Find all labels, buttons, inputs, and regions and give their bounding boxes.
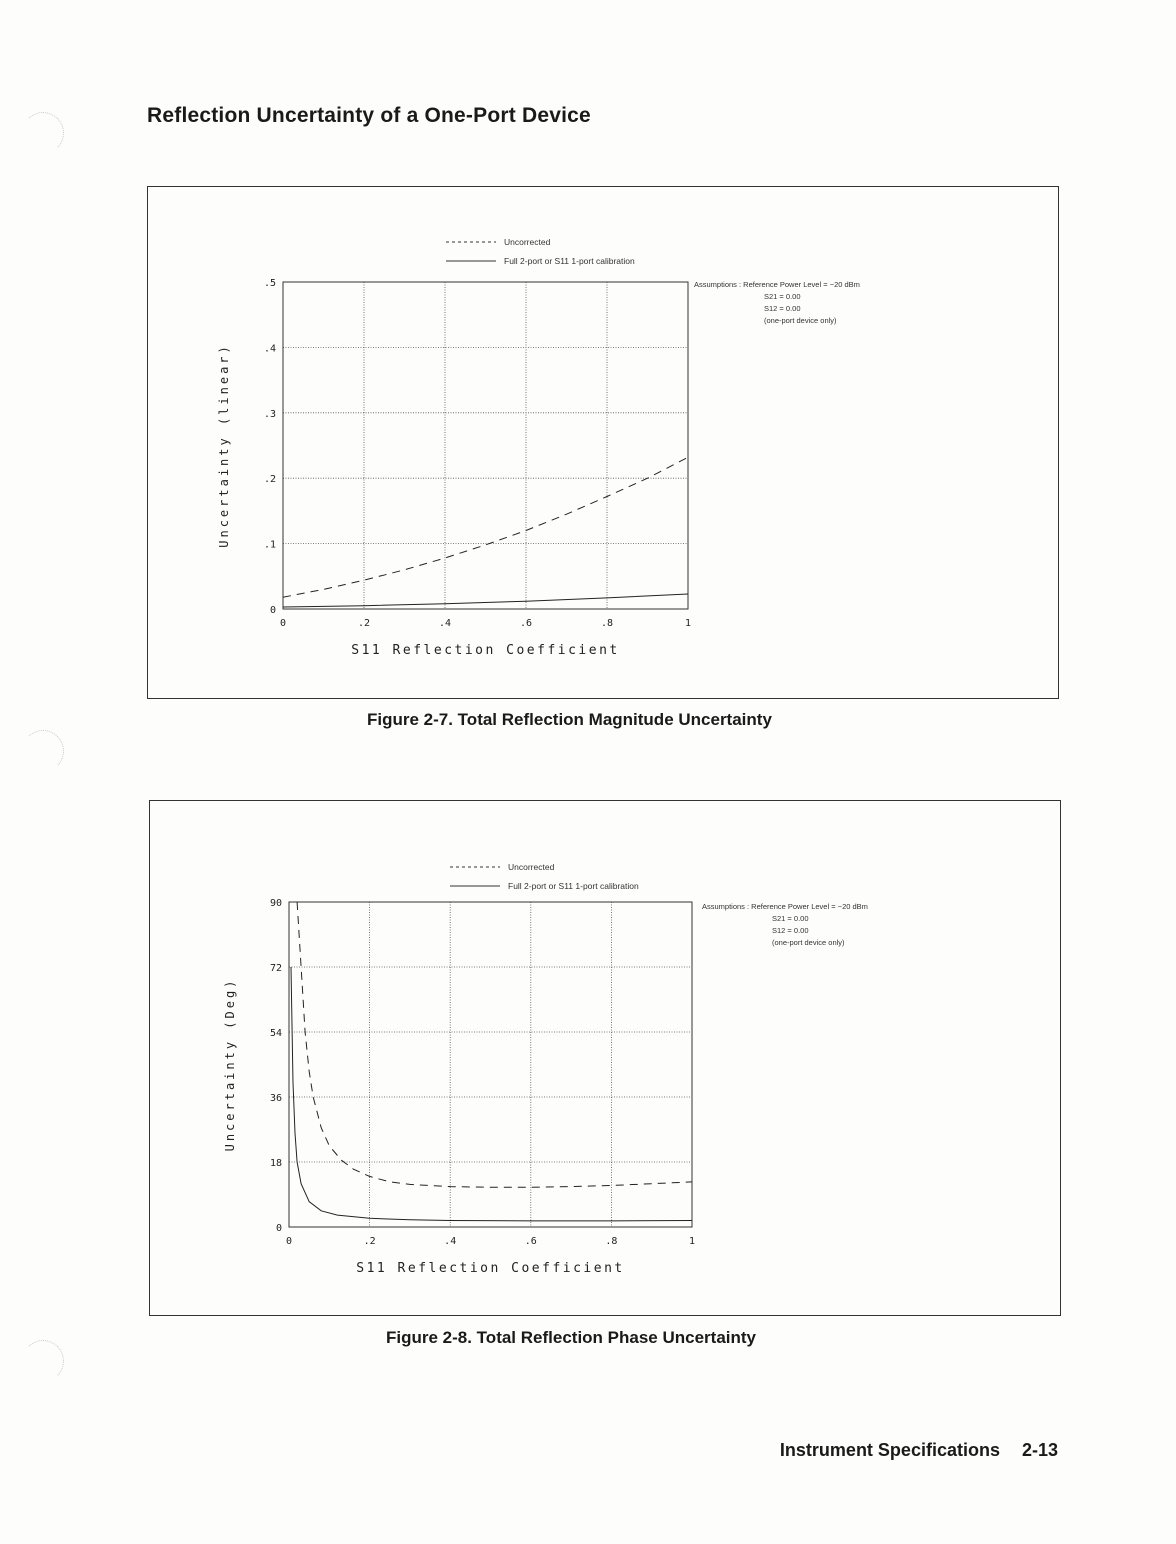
- x-tick-label: 0: [285, 1236, 293, 1247]
- plot-frame: [289, 902, 692, 1227]
- y-tick-label: 0: [269, 605, 276, 616]
- y-tick-label: .3: [263, 408, 276, 420]
- x-tick-label: .4: [438, 618, 452, 629]
- phase-uncertainty-chart: [150, 801, 1060, 1315]
- legend-label: Uncorrected: [504, 237, 551, 247]
- assumptions-line: S12 = 0.00: [772, 926, 809, 935]
- figure-caption-magnitude: Figure 2-7. Total Reflection Magnitude Uncertainty: [367, 710, 772, 729]
- figure-caption-phase: Figure 2-8. Total Reflection Phase Uncertainty: [386, 1328, 756, 1347]
- x-tick-label: 1: [684, 618, 692, 629]
- assumptions-line: Assumptions : Reference Power Level = −20 dBm: [694, 280, 860, 289]
- y-tick-label: .5: [263, 278, 276, 289]
- series-line-calibrated: [291, 967, 692, 1221]
- series-line-uncorrected: [297, 902, 692, 1187]
- y-tick-label: 0: [275, 1223, 282, 1234]
- figure-box-magnitude: [147, 186, 1059, 699]
- y-axis-label: Uncertainty (Deg): [223, 977, 237, 1152]
- assumptions-line: (one-port device only): [764, 316, 837, 325]
- x-tick-label: .8: [600, 618, 614, 629]
- figure-box-phase: [149, 800, 1061, 1316]
- page-edge-mark: [22, 1340, 64, 1382]
- x-tick-label: .4: [444, 1236, 457, 1247]
- assumptions-line: S21 = 0.00: [772, 914, 809, 923]
- legend-label: Full 2-port or S11 1-port calibration: [504, 256, 635, 266]
- assumptions-line: Assumptions : Reference Power Level = −20 dBm: [702, 902, 868, 911]
- y-tick-label: .4: [263, 343, 276, 355]
- footer-page-number: 2-13: [1021, 1440, 1058, 1460]
- page-footer: [780, 1440, 1058, 1461]
- section-title: Reflection Uncertainty of a One-Port Device: [147, 104, 591, 127]
- x-tick-label: .6: [524, 1236, 537, 1247]
- series-line-calibrated: [283, 594, 688, 607]
- assumptions-line: S12 = 0.00: [764, 304, 801, 313]
- page-edge-mark: [22, 730, 64, 772]
- y-tick-label: .2: [263, 474, 276, 486]
- assumptions-line: (one-port device only): [772, 938, 845, 947]
- x-tick-label: .2: [357, 618, 371, 629]
- x-axis-label: S11 Reflection Coefficient: [351, 643, 620, 658]
- x-tick-label: 1: [688, 1236, 696, 1247]
- y-axis-label: Uncertainty (linear): [217, 343, 231, 548]
- footer-section-title: Instrument Specifications: [779, 1440, 1000, 1460]
- plot-frame: [283, 282, 688, 609]
- legend-label: Full 2-port or S11 1-port calibration: [508, 881, 639, 891]
- y-tick-label: .1: [263, 539, 276, 551]
- y-tick-label: 90: [269, 898, 282, 909]
- x-tick-label: 0: [279, 618, 287, 629]
- x-tick-label: .2: [363, 1236, 376, 1247]
- x-axis-label: S11 Reflection Coefficient: [356, 1261, 625, 1276]
- y-tick-label: 36: [269, 1093, 282, 1104]
- page-edge-mark: [22, 112, 64, 154]
- x-tick-label: .8: [605, 1236, 618, 1247]
- y-tick-label: 54: [269, 1028, 282, 1039]
- x-tick-label: .6: [519, 618, 533, 629]
- legend-label: Uncorrected: [508, 862, 555, 872]
- y-tick-label: 18: [269, 1158, 282, 1169]
- magnitude-uncertainty-chart: [148, 187, 1058, 698]
- assumptions-line: S21 = 0.00: [764, 292, 801, 301]
- y-tick-label: 72: [269, 963, 282, 974]
